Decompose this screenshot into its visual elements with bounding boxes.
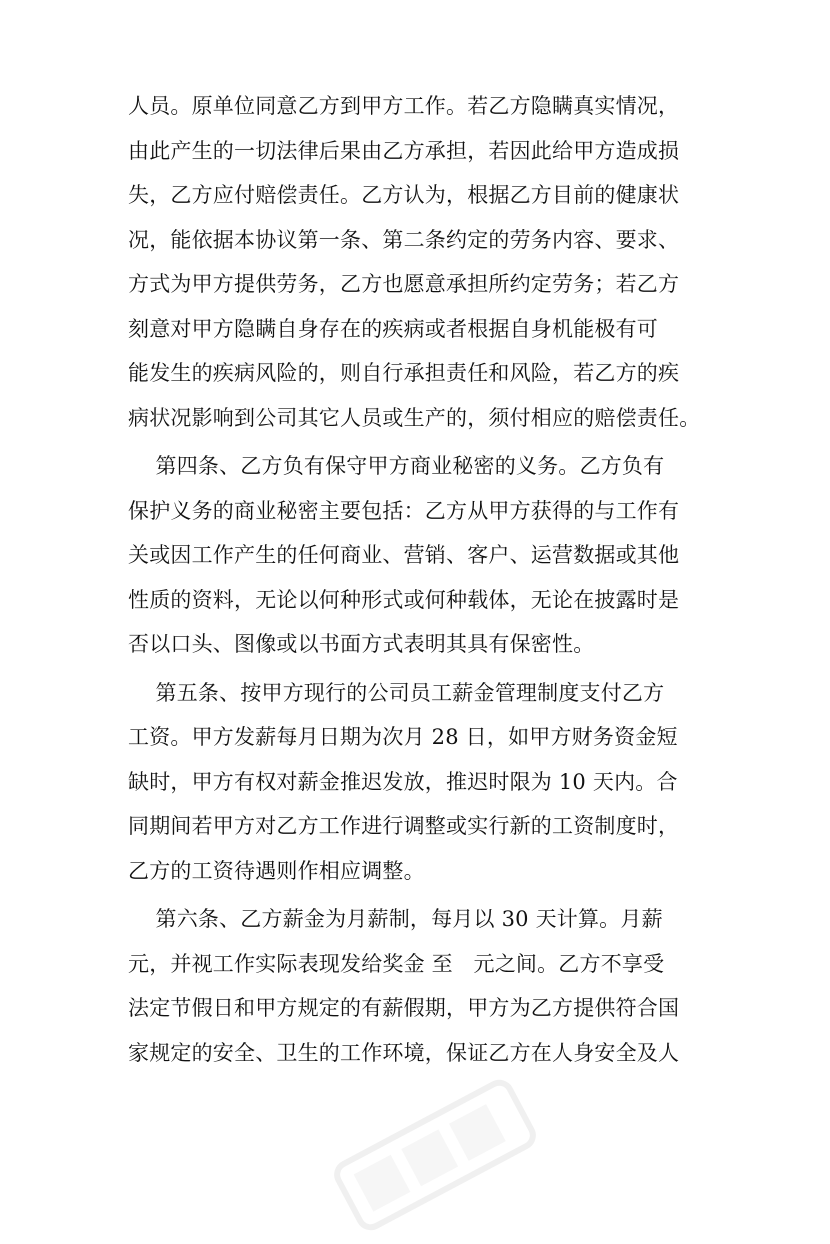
- text-line: 保护义务的商业秘密主要包括：乙方从甲方获得的与工作有: [128, 498, 680, 523]
- text-line: 关或因工作产生的任何商业、营销、客户、运营数据或其他: [128, 543, 680, 567]
- text-line: 人员。原单位同意乙方到甲方工作。若乙方隐瞒真实情况，: [128, 94, 680, 118]
- text-line: 家规定的安全、卫生的工作环境，保证乙方在人身安全及人: [128, 1040, 680, 1065]
- text-line: 性质的资料，无论以何种形式或何种载体，无论在披露时是: [128, 587, 680, 612]
- text-line: 元，并视工作实际表现发给奖金 至 元之间。乙方不享受: [128, 951, 665, 976]
- text-line: 缺时，甲方有权对薪金推迟发放，推迟时限为 10 天内。合: [128, 769, 678, 794]
- text-line: 第六条、乙方薪金为月薪制，每月以 30 天计算。月薪: [128, 907, 663, 931]
- text-line: 工资。甲方发薪每月日期为次月 28 日，如甲方财务资金短: [128, 725, 678, 749]
- document-body: [128, 84, 718, 1075]
- text-line: 能发生的疾病风险的，则自行承担责任和风险，若乙方的疾: [128, 361, 680, 385]
- text-line: 刻意对甲方隐瞒自身存在的疾病或者根据自身机能极有可: [128, 316, 658, 341]
- text-line: 况，能依据本协议第一条、第二条约定的劳务内容、要求、: [128, 227, 680, 252]
- text-line: 同期间若甲方对乙方工作进行调整或实行新的工资制度时，: [128, 814, 680, 838]
- text-line: 第五条、按甲方现行的公司员工薪金管理制度支付乙方: [128, 680, 665, 705]
- text-line: 第四条、乙方负有保守甲方商业秘密的义务。乙方负有: [128, 454, 665, 478]
- text-line: 乙方的工资待遇则作相应调整。: [128, 858, 425, 883]
- text-line: 法定节假日和甲方规定的有薪假期，甲方为乙方提供符合国: [128, 996, 680, 1020]
- text-line: 方式为甲方提供劳务，乙方也愿意承担所约定劳务；若乙方: [128, 272, 680, 296]
- watermark-icon: [321, 1066, 549, 1244]
- text-line: 病状况影响到公司其它人员或生产的，须付相应的赔偿责任。: [128, 405, 701, 430]
- text-line: 由此产生的一切法律后果由乙方承担，若因此给甲方造成损: [128, 138, 680, 163]
- text-line: 否以口头、图像或以书面方式表明其具有保密性。: [128, 632, 595, 656]
- text-line: 失，乙方应付赔偿责任。乙方认为，根据乙方目前的健康状: [128, 183, 680, 207]
